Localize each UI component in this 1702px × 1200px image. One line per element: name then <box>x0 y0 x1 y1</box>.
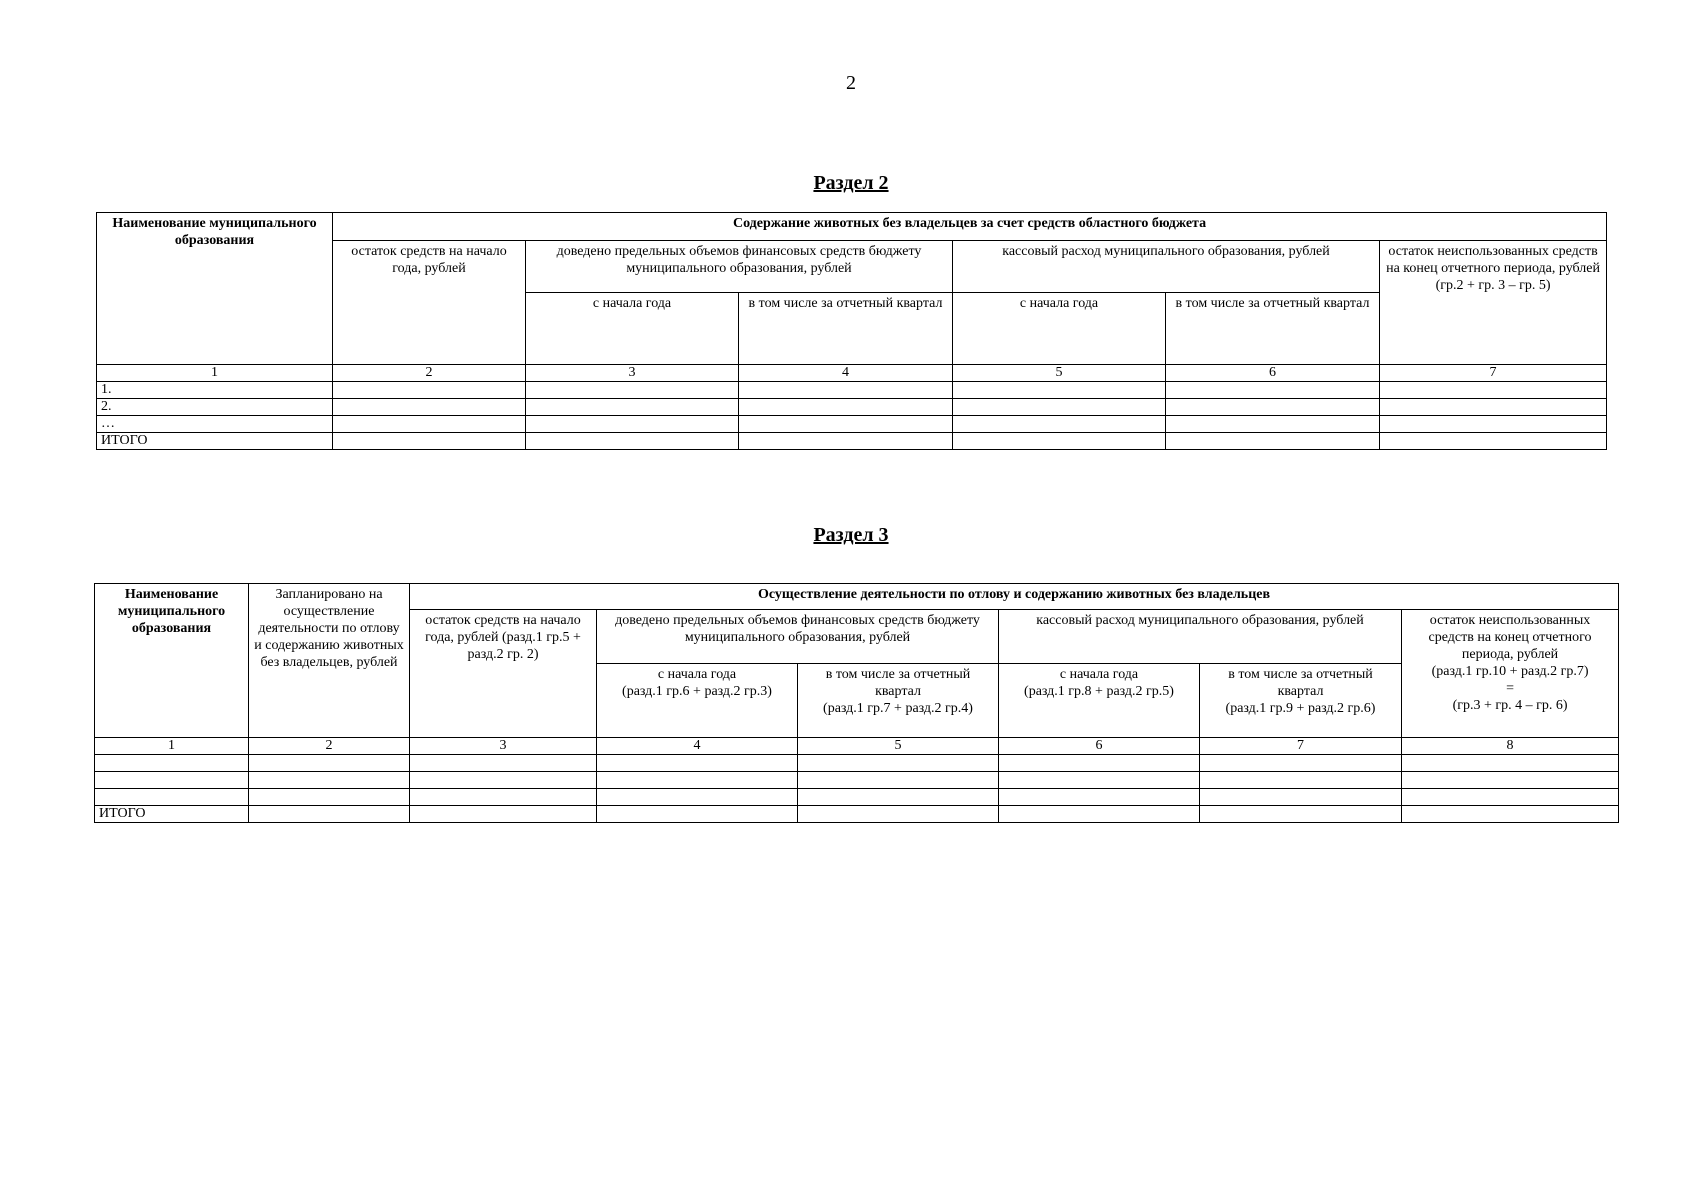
header-cash: кассовый расход муниципального образования, рублей <box>999 610 1402 664</box>
col-number: 5 <box>798 738 999 755</box>
cell <box>526 399 739 416</box>
cell <box>410 789 597 806</box>
cell <box>249 806 410 823</box>
cell <box>1200 806 1402 823</box>
cell <box>953 433 1166 450</box>
header-cash-quarter-text: в том числе за отчетный квартал <box>1228 667 1373 699</box>
cell <box>1402 755 1619 772</box>
header-name-col: Наименование муниципального образования <box>97 213 333 365</box>
cell <box>1402 806 1619 823</box>
cell <box>249 789 410 806</box>
col-number: 5 <box>953 365 1166 382</box>
cell <box>1200 772 1402 789</box>
section-3-table <box>94 583 1619 823</box>
header-balance-end <box>1380 241 1607 365</box>
col-number: 4 <box>739 365 953 382</box>
column-number-row <box>95 738 1619 755</box>
cell <box>999 806 1200 823</box>
col-number: 3 <box>410 738 597 755</box>
cell <box>1200 789 1402 806</box>
header-cash: кассовый расход муниципального образования, рублей <box>953 241 1380 293</box>
cell <box>953 416 1166 433</box>
header-allocated-quarter <box>798 664 999 738</box>
section-3-title: Раздел 3 <box>813 524 889 546</box>
header-balance-start: остаток средств на начало года, рублей (разд.1 гр.5 + разд.2 гр. 2) <box>410 610 597 738</box>
header-balance-end-eq: = <box>1506 681 1514 696</box>
row-label: 2. <box>97 399 333 416</box>
cell <box>597 772 798 789</box>
cell <box>739 416 953 433</box>
cell <box>410 755 597 772</box>
cell <box>1166 416 1380 433</box>
header-cash-quarter-formula: (разд.1 гр.9 + разд.2 гр.6) <box>1225 701 1376 716</box>
cell <box>1380 433 1607 450</box>
header-allocated-quarter-text: в том числе за отчетный квартал <box>825 667 971 699</box>
cell <box>333 399 526 416</box>
header-balance-end-formula2: (гр.3 + гр. 4 – гр. 6) <box>1452 698 1568 713</box>
col-number: 2 <box>333 365 526 382</box>
col-number: 1 <box>95 738 249 755</box>
cell <box>1166 382 1380 399</box>
cell <box>739 433 953 450</box>
cell <box>249 755 410 772</box>
page-number: 2 <box>846 72 856 94</box>
col-number: 2 <box>249 738 410 755</box>
col-number: 3 <box>526 365 739 382</box>
header-balance-start: остаток средств на начало года, рублей <box>333 241 526 365</box>
cell <box>798 755 999 772</box>
cell <box>1380 399 1607 416</box>
section-2-table <box>96 212 1607 450</box>
cell <box>1166 399 1380 416</box>
cell <box>410 806 597 823</box>
cell <box>798 789 999 806</box>
cell <box>953 382 1166 399</box>
cell <box>999 772 1200 789</box>
cell <box>249 772 410 789</box>
header-planned: Запланировано на осуществление деятельности по отлову и содержанию животных без владельцев, рублей <box>249 584 410 738</box>
row-label: 1. <box>97 382 333 399</box>
table-row <box>97 382 1607 399</box>
header-cash-year: с начала года <box>953 293 1166 365</box>
cell <box>410 772 597 789</box>
cell <box>597 806 798 823</box>
header-allocated-year-formula: (разд.1 гр.6 + разд.2 гр.3) <box>622 684 772 699</box>
cell <box>1402 789 1619 806</box>
header-cash-quarter: в том числе за отчетный квартал <box>1166 293 1380 365</box>
cell <box>526 416 739 433</box>
cell <box>333 433 526 450</box>
cell <box>798 806 999 823</box>
cell <box>597 789 798 806</box>
col-number: 1 <box>97 365 333 382</box>
cell <box>739 382 953 399</box>
header-allocated-year: с начала года <box>526 293 739 365</box>
cell <box>1380 416 1607 433</box>
col-number: 6 <box>999 738 1200 755</box>
cell <box>333 382 526 399</box>
header-allocated: доведено предельных объемов финансовых средств бюджету муниципального образования, рублей <box>597 610 999 664</box>
cell <box>999 789 1200 806</box>
total-label: ИТОГО <box>95 806 249 823</box>
col-number: 8 <box>1402 738 1619 755</box>
row-label <box>95 772 249 789</box>
row-label <box>95 789 249 806</box>
header-balance-end-formula1: (разд.1 гр.10 + разд.2 гр.7) <box>1431 664 1589 679</box>
col-number: 6 <box>1166 365 1380 382</box>
cell <box>739 399 953 416</box>
col-number: 7 <box>1380 365 1607 382</box>
table-row <box>95 789 1619 806</box>
header-allocated-year-text: с начала года <box>657 667 737 682</box>
header-cash-quarter <box>1200 664 1402 738</box>
cell <box>526 433 739 450</box>
header-allocated-quarter: в том числе за отчетный квартал <box>739 293 953 365</box>
header-balance-end-text: остаток неиспользованных средств на конец отчетного периода, рублей <box>1386 244 1600 276</box>
cell <box>1402 772 1619 789</box>
cell <box>526 382 739 399</box>
header-name-col: Наименование муниципального образования <box>95 584 249 738</box>
col-number: 4 <box>597 738 798 755</box>
header-allocated-year <box>597 664 798 738</box>
header-balance-end-text: остаток неиспользованных средств на конец отчетного периода, рублей <box>1428 613 1592 662</box>
header-group: Содержание животных без владельцев за счет средств областного бюджета <box>333 213 1607 241</box>
header-balance-end <box>1402 610 1619 738</box>
header-balance-end-formula: (гр.2 + гр. 3 – гр. 5) <box>1435 278 1551 293</box>
cell <box>333 416 526 433</box>
cell <box>798 772 999 789</box>
header-group: Осуществление деятельности по отлову и содержанию животных без владельцев <box>410 584 1619 610</box>
table-row <box>95 772 1619 789</box>
table-row <box>95 755 1619 772</box>
header-allocated: доведено предельных объемов финансовых средств бюджету муниципального образования, рублей <box>526 241 953 293</box>
row-label <box>95 755 249 772</box>
cell <box>1200 755 1402 772</box>
cell <box>1166 433 1380 450</box>
cell <box>1380 382 1607 399</box>
cell <box>597 755 798 772</box>
header-cash-year-formula: (разд.1 гр.8 + разд.2 гр.5) <box>1024 684 1174 699</box>
total-label: ИТОГО <box>97 433 333 450</box>
header-allocated-quarter-formula: (разд.1 гр.7 + разд.2 гр.4) <box>823 701 973 716</box>
table-row <box>97 399 1607 416</box>
header-cash-year-text: с начала года <box>1059 667 1139 682</box>
column-number-row <box>97 365 1607 382</box>
table-row <box>97 416 1607 433</box>
row-label: … <box>97 416 333 433</box>
cell <box>999 755 1200 772</box>
header-cash-year <box>999 664 1200 738</box>
total-row <box>97 433 1607 450</box>
cell <box>953 399 1166 416</box>
total-row <box>95 806 1619 823</box>
col-number: 7 <box>1200 738 1402 755</box>
section-2-title: Раздел 2 <box>813 172 889 194</box>
